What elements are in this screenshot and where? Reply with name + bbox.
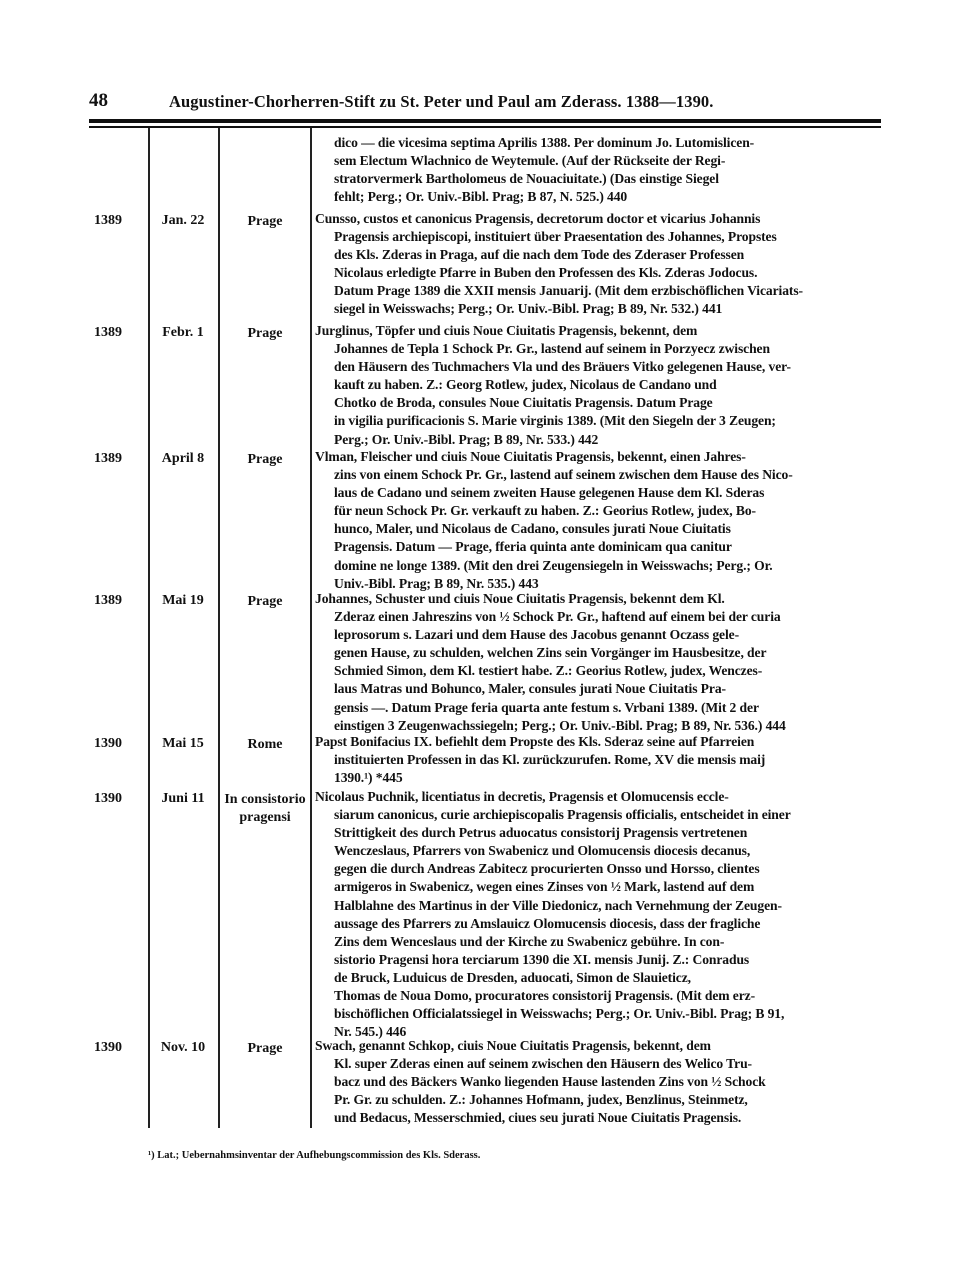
entry-line: Kl. super Zderas einen auf seinem zwischen den Häusern des Welico Tru- [334,1056,752,1072]
entry-line: bacz und des Bäckers Wanko liegenden Hause lastenden Zins von ½ Schock [334,1074,766,1090]
entry-line: Nicolaus erledigte Pfarre in Buben den Professen des Kls. Zderas Jodocus. [334,265,758,281]
entry-line: für neun Schock Pr. Gr. verkauft zu haben. Z.: Georius Rotlew, judex, Bo- [334,503,756,519]
entry-line: Pr. Gr. zu schulden. Z.: Johannes Hofmann, judex, Benzlinus, Steinmetz, [334,1092,748,1108]
entry-place: Prage [247,326,283,341]
entry-year: 1389 [94,213,122,228]
entry-line: gensis —. Datum Prage feria quarta ante festum s. Vrbani 1389. (Mit 2 der [334,699,759,715]
entry-line: armigeros in Swabenicz, wegen eines Zinses von ½ Mark, lastend auf dem [334,879,755,895]
entry-line: Zderaz einen Jahreszins von ½ Schock Pr. Gr., haftend auf einem bei der curia [334,609,781,625]
entry-line: laus Matras und Bohunco, Maler, consules jurati Noue Ciuitatis Pra- [334,681,726,697]
entry-date: Mai 19 [162,593,204,608]
entry-line: dico — die vicesima septima Aprilis 1388. Per dominum Jo. Lutomislicen- [334,135,755,150]
entry-line: Papst Bonifacius IX. befiehlt dem Propste des Kls. Sderaz seine auf Pfarreien [315,734,755,749]
entry-line: siegel in Weisswachs; Perg.; Or. Univ.-Bibl. Prag; B 89, Nr. 532.) 441 [334,301,723,317]
entry-date: April 8 [161,451,205,466]
entry-line: 1390.¹) *445 [334,770,403,786]
entry-line: Swach, genannt Schkop, ciuis Noue Ciuitatis Pragensis, bekennt, dem [315,1038,711,1053]
page-number: 48 [89,90,108,111]
entry-line: laus de Cadano und seinem zweiten Hause gelegenen Hause dem Kl. Sderas [334,485,765,501]
entry-year: 1390 [94,1040,122,1055]
entry-line: Strittigkeit des durch Petrus aduocatus consistorij Pragensis vertretenen [334,825,748,841]
entry-line: Jurglinus, Töpfer und ciuis Noue Ciuitatis Pragensis, bekennt, dem [315,323,698,338]
entry-year: 1390 [94,736,122,751]
column-divider-year-date [148,128,150,1128]
entry-text [315,322,873,449]
entry-line: Pragensis. Datum — Prage, fferia quinta ante dominicam qua canitur [334,539,732,555]
entry-text [315,134,873,206]
entry-line: genen Hause, zu schulden, welchen Zins sein Vorgänger im Hausbesitze, der [334,645,767,661]
entry-place: Prage [247,594,283,609]
entry-year: 1390 [94,791,122,806]
entry-year: 1389 [94,593,122,608]
entry-date: Mai 15 [162,736,204,751]
entry-line: des Kls. Zderas in Praga, auf die nach dem Tode des Zderaser Professen [334,247,745,263]
entry-line: domine ne longe 1389. (Mit den drei Zeugensiegeln in Weisswachs; Perg.; Or. [334,557,773,573]
entry-line: sistorio Pragensi hora terciarum 1390 die XI. mensis Junij. Z.: Conradus [334,951,750,967]
entry-line: Univ.-Bibl. Prag; B 89, Nr. 535.) 443 [334,575,539,591]
entry-line: aussage des Pfarrers zu Amslauicz Olomucensis diocesis, dass der fragliche [334,915,761,931]
entry-date: Febr. 1 [162,325,204,340]
footnote: ¹) Lat.; Uebernahmsinventar der Aufhebungscommission des Kls. Sderass. [148,1150,481,1161]
entry-line: instituierten Professen in das Kl. zurückzurufen. Rome, XV die mensis maij [334,752,766,768]
entry-text [315,448,873,593]
entry-line: den Häusern des Tuchmachers Vla und des Bräuers Vitko gelegenen Hause, ver- [334,359,791,375]
entry-text [315,733,873,787]
entry-line: Perg.; Or. Univ.-Bibl. Prag; B 89, Nr. 533.) 442 [334,431,599,447]
column-divider-place-text [310,128,312,1128]
entry-line: Schmied Simon, dem Kl. testiert habe. Z.: Georius Rotlew, judex, Wenczes- [334,663,763,679]
entry-line: Nr. 545.) 446 [334,1024,407,1040]
entry-year: 1389 [94,325,122,340]
entry-line: gegen die durch Andreas Zabitecz procurierten Onsso und Horsso, clientes [334,861,760,877]
entry-text [315,788,873,1041]
entry-line: leprosorum s. Lazari und dem Hause des Jacobus genannt Oczass gele- [334,627,740,643]
entry-line: Zins dem Wenceslaus und der Kirche zu Swabenicz gebühre. In con- [334,933,725,949]
entry-line: Johannes, Schuster und ciuis Noue Ciuitatis Pragensis, bekennt dem Kl. [315,591,725,606]
entry-line: Pragensis archiepiscopi, instituiert über Praesentation des Johannes, Propstes [334,229,777,245]
entry-place: Prage [247,452,283,467]
header-rule-thin [89,126,881,128]
entry-place: Prage [247,1041,283,1056]
entry-line: zins von einem Schock Pr. Gr., lastend auf seinem zwischen dem Hause des Nico- [334,467,793,483]
entry-line: Halblahne des Martinus in der Ville Diedonicz, nach Vernehmung der Zeugen- [334,897,782,913]
entry-place: In consistorio pragensi [224,792,306,825]
entry-year: 1389 [94,451,122,466]
entry-place: Prage [247,214,283,229]
entry-line: einstigen 3 Zeugenwachssiegeln; Perg.; Or. Univ.-Bibl. Prag; B 89, Nr. 536.) 444 [334,717,786,733]
entry-line: fehlt; Perg.; Or. Univ.-Bibl. Prag; B 87, N. 525.) 440 [334,189,628,205]
entry-line: Cunsso, custos et canonicus Pragensis, decretorum doctor et vicarius Johannis [315,211,761,226]
entry-line: Nicolaus Puchnik, licentiatus in decretis, Pragensis et Olomucensis eccle- [315,789,729,804]
entry-line: Datum Prage 1389 die XXII mensis Januarij. (Mit dem erzbischöflichen Vicariats- [334,283,803,299]
entry-text [315,1037,873,1127]
entry-date: Juni 11 [161,791,205,806]
entry-date: Jan. 22 [161,213,205,228]
header-rule-thick [89,119,881,123]
entry-line: Vlman, Fleischer und ciuis Noue Ciuitatis Pragensis, bekennt, einen Jahres- [315,449,746,464]
entry-line: Wenczeslaus, Pfarrers von Swabenicz und Olomucensis diocesis decanus, [334,843,751,859]
entry-line: Johannes de Tepla 1 Schock Pr. Gr., lastend auf seinem in Porzyecz zwischen [334,341,770,357]
entry-line: kauft zu haben. Z.: Georg Rotlew, judex, Nicolaus de Candano und [334,377,717,393]
entry-line: Chotko de Broda, consules Noue Ciuitatis Pragensis. Datum Prage [334,395,713,411]
entry-text [315,590,873,735]
entry-line: sem Electum Wlachnico de Weytemule. (Auf der Rückseite der Regi- [334,153,726,169]
entry-line: hunco, Maler, und Nicolaus de Cadano, consules jurati Noue Ciuitatis [334,521,731,537]
entry-line: bischöflichen Officialatssiegel in Weisswachs; Perg.; Or. Univ.-Bibl. Prag; B 91, [334,1006,785,1022]
entry-line: siarum canonicus, curie archiepiscopalis Pragensis officialis, entscheidet in einer [334,807,791,823]
entry-line: und Bedacus, Messerschmied, ciues seu jurati Noue Ciuitatis Pragensis. [334,1110,742,1126]
entry-line: in vigilia purificacionis S. Marie virginis 1389. (Mit den Siegeln der 3 Zeugen; [334,413,776,429]
page-header [89,90,881,116]
entry-line: stratorvermerk Bartholomeus de Nouaciuitate.) (Das einstige Siegel [334,171,719,187]
column-divider-date-place [218,128,220,1128]
entry-line: de Bruck, Luduicus de Dresden, aduocati, Simon de Slauieticz, [334,969,691,985]
entry-date: Nov. 10 [160,1040,206,1055]
running-title: Augustiner-Chorherren-Stift zu St. Peter und Paul am Zderass. 1388—1390. [169,92,714,111]
entry-line: Thomas de Noua Domo, procuratores consistorij Pragensis. (Mit dem erz- [334,988,756,1004]
entry-place: Rome [247,737,283,752]
entry-text [315,210,873,319]
